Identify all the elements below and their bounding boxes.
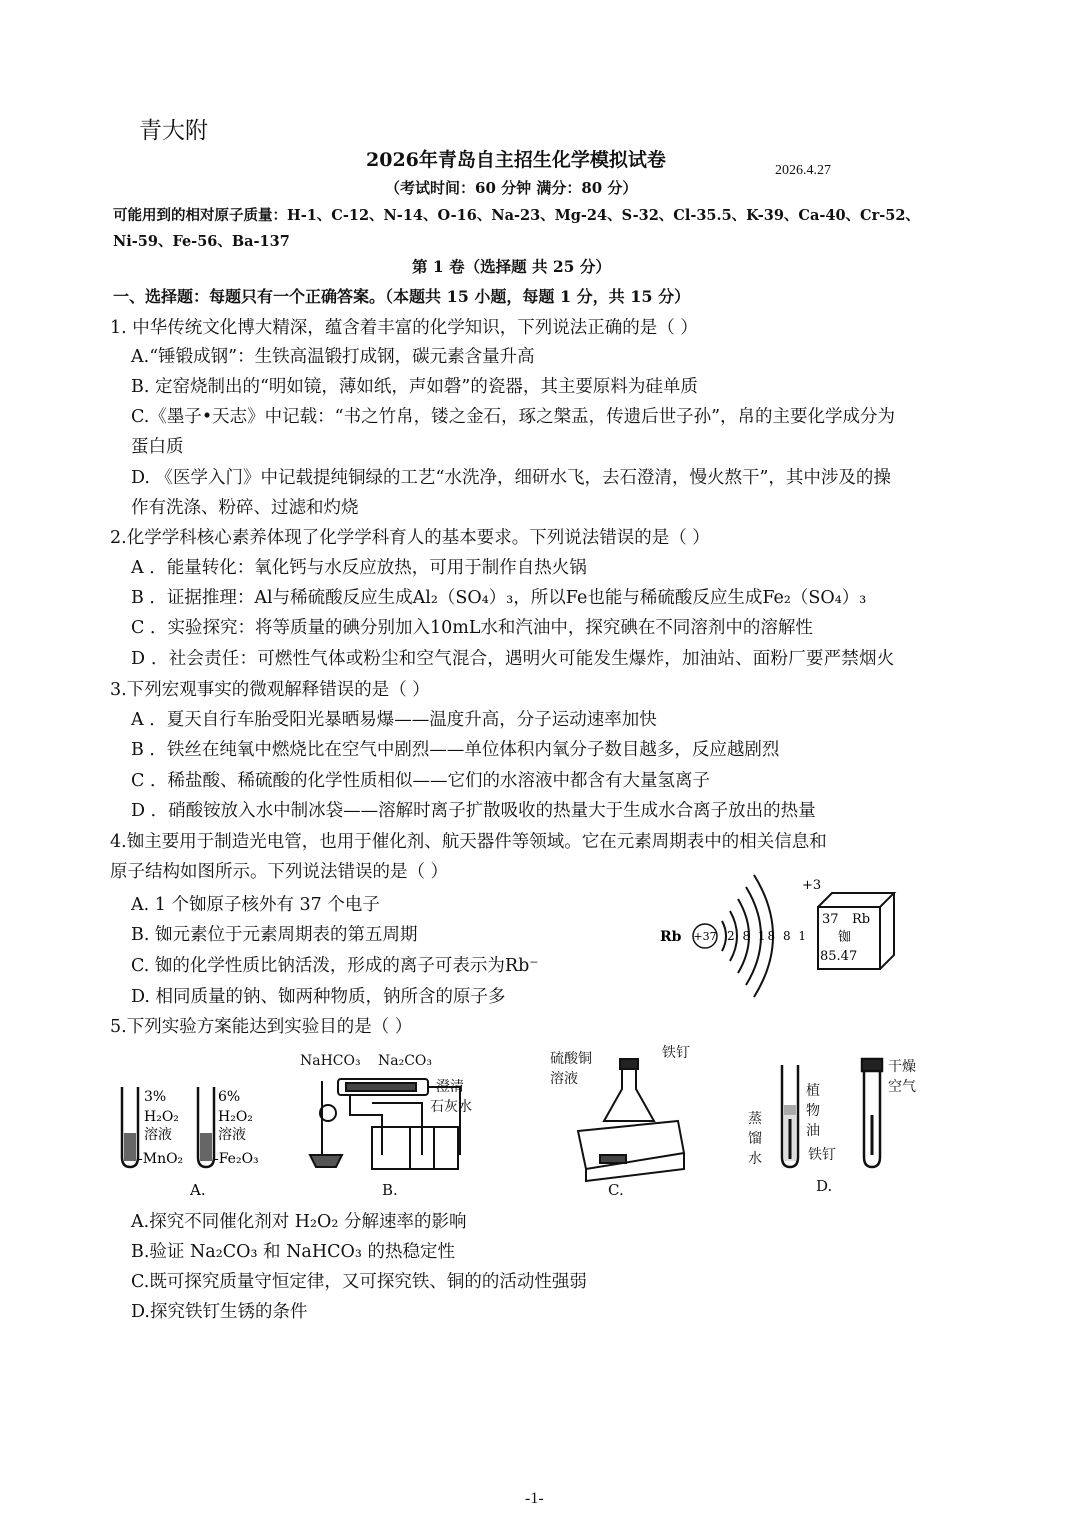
rb-charge: +3 [802,878,822,893]
experiment-d [748,1059,916,1195]
q3-option-d: D ．硝酸铵放入水中制冰袋——溶解时离子扩散吸收的热量大于生成水合离子放出的热量 [131,801,816,821]
svg-text:蒸: 蒸 [748,1111,762,1127]
svg-text:铁钉: 铁钉 [808,1147,836,1163]
section-title: 第 1 卷（选择题 共 25 分） [412,257,611,276]
rubidium-figure [650,855,930,1005]
q4-option-a: A. 1 个铷原子核外有 37 个电子 [131,895,380,915]
q1-option-b: B. 定窑烧制出的“明如镜，薄如纸，声如磬”的瓷器，其主要原料为硅单质 [131,377,698,397]
school-label: 青大附 [139,118,208,144]
svg-text:B.: B. [382,1181,398,1199]
svg-text:D.: D. [816,1177,833,1195]
q1-stem: 1. 中华传统文化博大精深，蕴含着丰富的化学知识，下列说法正确的是（ ） [110,318,698,338]
svg-text:NaHCO₃: NaHCO₃ [300,1053,361,1069]
svg-text:水: 水 [748,1151,762,1167]
svg-text:H₂O₂: H₂O₂ [218,1109,253,1125]
q3-stem: 3.下列宏观事实的微观解释错误的是（ ） [110,680,430,700]
svg-text:干燥: 干燥 [888,1059,916,1075]
part-title: 一、选择题：每题只有一个正确答案。（本题共 15 小题，每题 1 分，共 15 分） [113,287,691,306]
q1-option-a: A.“锤锻成钢”：生铁高温锻打成钢，碳元素含量升高 [131,347,535,367]
svg-text:-Fe₂O₃: -Fe₂O₃ [214,1151,259,1167]
rb-symbol: Rb [660,929,682,945]
q5-stem: 5.下列实验方案能达到实验目的是（ ） [110,1017,413,1037]
svg-text:铁钉: 铁钉 [662,1045,690,1061]
svg-text:澄清: 澄清 [436,1079,464,1095]
q3-option-a: A ．夏天自行车胎受阳光暴晒易爆——温度升高，分子运动速率加快 [131,710,657,730]
experiment-b [300,1053,472,1199]
exam-date: 2026.4.27 [775,163,831,178]
rb-box-symbol: Rb [852,912,871,927]
experiment-a [122,1087,259,1199]
rb-name: 铷 [838,930,852,945]
q3-option-b: B ．铁丝在纯氧中燃烧比在空气中剧烈——单位体积内氧分子数目越多，反应越剧烈 [131,740,780,760]
q5-option-c: C.既可探究质量守恒定律，又可探究铁、铜的的活动性强弱 [131,1272,587,1292]
svg-text:馏: 馏 [748,1131,762,1147]
atomic-mass-line2: Ni-59、Fe-56、Ba-137 [113,233,290,250]
svg-text:溶液: 溶液 [144,1127,172,1143]
q1-option-c-cont: 蛋白质 [131,437,184,457]
svg-text:空气: 空气 [888,1079,916,1095]
rb-shell-electrons: 2 8 18 8 1 [727,929,809,943]
svg-text:物: 物 [806,1103,820,1119]
atomic-mass-line1: 可能用到的相对原子质量：H-1、C-12、N-14、O-16、Na-23、Mg-24、S-32、Cl-35.5、K-39、Ca-40、Cr-52、 [113,207,920,224]
q3-option-c: C ．稀盐酸、稀硫酸的化学性质相似——它们的水溶液中都含有大量氢离子 [131,771,710,791]
svg-text:植: 植 [806,1083,820,1099]
q4-option-b: B. 铷元素位于元素周期表的第五周期 [131,925,418,945]
q5-option-b: B.验证 Na₂CO₃ 和 NaHCO₃ 的热稳定性 [131,1242,455,1262]
svg-text:溶液: 溶液 [218,1127,246,1143]
svg-text:3%: 3% [144,1089,167,1105]
page-title: 2026年青岛自主招生化学模拟试卷 [366,149,666,171]
q5-option-a: A.探究不同催化剂对 H₂O₂ 分解速率的影响 [131,1212,467,1232]
svg-text:油: 油 [806,1123,820,1139]
svg-text:硫酸铜: 硫酸铜 [550,1051,592,1067]
q4-option-c: C. 铷的化学性质比钠活泼，形成的离子可表示为Rb⁻ [131,956,539,976]
svg-text:溶液: 溶液 [550,1071,578,1087]
q2-stem: 2.化学学科核心素养体现了化学学科育人的基本要求。下列说法错误的是（ ） [110,528,710,548]
q1-option-d-cont: 作有洗涤、粉碎、过滤和灼烧 [131,498,359,518]
svg-text:C.: C. [608,1181,624,1199]
q1-option-c: C.《墨子•天志》中记载：“书之竹帛，镂之金石，琢之槃盂，传遗后世子孙”，帛的主要化学成分为 [131,407,896,427]
q1-option-d: D. 《医学入门》中记载提纯铜绿的工艺“水洗净，细研水飞，去石澄清，慢火熬干”，其中涉及的操 [131,468,891,488]
svg-text:H₂O₂: H₂O₂ [144,1109,179,1125]
svg-text:A.: A. [190,1181,206,1199]
q4-stem-cont: 原子结构如图所示。下列说法错误的是（ ） [110,862,449,882]
q2-option-c: C ．实验探究：将等质量的碘分别加入10mL水和汽油中，探究碘在不同溶剂中的溶解性 [131,618,813,638]
rb-nucleus: +37 [693,930,717,943]
exam-subtitle: （考试时间：60 分钟 满分：80 分） [385,179,638,197]
experiment-figure [110,1035,940,1205]
experiment-c [550,1044,690,1199]
svg-text:6%: 6% [218,1089,241,1105]
q4-option-d: D. 相同质量的钠、铷两种物质，钠所含的原子多 [131,987,506,1007]
rb-mass: 85.47 [820,949,858,964]
svg-text:石灰水: 石灰水 [430,1099,472,1115]
q5-option-d: D.探究铁钉生锈的条件 [131,1302,308,1322]
svg-text:-MnO₂: -MnO₂ [138,1151,184,1167]
q4-stem: 4.铷主要用于制造光电管，也用于催化剂、航天器件等领域。它在元素周期表中的相关信息和 [110,832,827,852]
svg-text:Na₂CO₃: Na₂CO₃ [378,1053,433,1069]
q2-option-b: B ．证据推理：Al与稀硫酸反应生成Al₂（SO₄）₃，所以Fe也能与稀硫酸反应生成Fe₂（SO₄）₃ [131,588,867,608]
q2-option-d: D ．社会责任：可燃性气体或粉尘和空气混合，遇明火可能发生爆炸，加油站、面粉厂要严禁烟火 [131,649,895,669]
page-number: -1- [525,1490,544,1507]
q2-option-a: A ．能量转化：氧化钙与水反应放热，可用于制作自热火锅 [131,558,587,578]
rb-atomic-number: 37 [822,912,839,927]
